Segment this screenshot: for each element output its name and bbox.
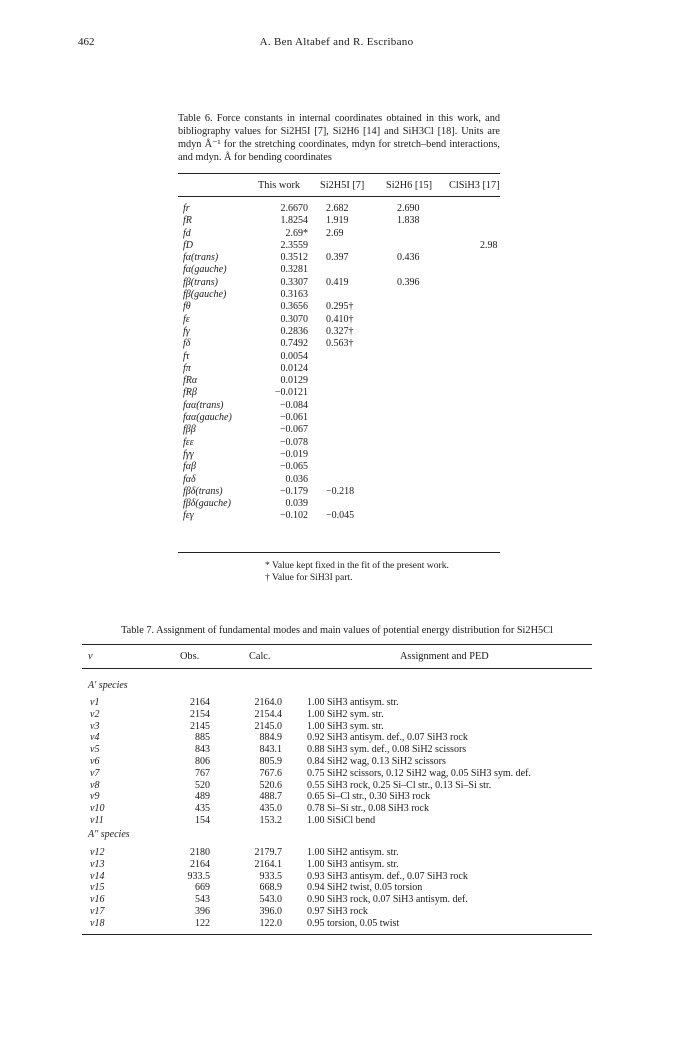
table7-cell-mode: ν17 — [90, 905, 105, 917]
table6-cell-si2h6 — [397, 486, 420, 498]
table6-cell-si2h6: 1.838 — [397, 215, 420, 227]
table6-cell-si2h6: 0.396 — [397, 276, 420, 288]
table6-cell-si2h6 — [397, 228, 420, 240]
table6-cell-this-work: 0.3070 — [280, 313, 308, 325]
table6-cell-clsih3 — [480, 289, 498, 301]
table7-cell-calc: 488.7 — [259, 791, 282, 803]
table6-cell-symbol: fβ(trans) — [183, 276, 218, 288]
table6-header: Si2H5I [7] — [320, 180, 365, 191]
table6-notes — [265, 560, 449, 584]
table6-cell-this-work: 2.6670 — [280, 203, 308, 214]
table7-cell-obs: 2180 — [190, 847, 210, 858]
table6-cell-si2h5i — [326, 400, 354, 412]
table6-cell-clsih3 — [480, 474, 498, 486]
table6-cell-this-work: −0.0121 — [274, 387, 308, 399]
table6-cell-clsih3 — [480, 498, 498, 510]
table6-cell-symbol: fδ — [183, 338, 191, 350]
table6-cell-clsih3 — [480, 486, 498, 498]
table7-bottom-rule — [82, 934, 592, 935]
table6-cell-symbol: fα(gauche) — [183, 264, 227, 276]
table7-cell-calc: 884.9 — [259, 732, 282, 744]
table6-cell-this-work: 0.036 — [285, 473, 308, 485]
table6-cell-this-work: 0.0054 — [280, 350, 308, 362]
table7-header: ν — [88, 651, 93, 662]
table6-cell-symbol: fε — [183, 313, 190, 325]
table6-header: This work — [258, 180, 301, 191]
table6-cell-symbol: fβδ(gauche) — [183, 498, 231, 510]
table6-cell-si2h5i — [326, 474, 354, 486]
table7-cell-mode: ν14 — [90, 870, 105, 882]
table6-cell-si2h6 — [397, 474, 420, 486]
table6-cell-clsih3 — [480, 412, 498, 424]
table7-cell-mode: ν16 — [90, 894, 105, 906]
table7-cell-obs: 122 — [195, 917, 210, 929]
table6-cell-si2h5i — [326, 449, 354, 461]
table6-cell-si2h6 — [397, 400, 420, 412]
table7-top-rule — [82, 644, 592, 645]
table6-cell-symbol: fγ — [183, 325, 190, 337]
table6-cell-this-work: 0.0124 — [280, 362, 308, 374]
table6-cell-si2h5i — [326, 240, 354, 252]
table7-cell-mode: ν5 — [90, 744, 100, 756]
table6-cell-symbol: fRβ — [183, 387, 197, 399]
table6-note: † Value for SiH3I part. — [265, 572, 353, 583]
table7-cell-calc: 2145.0 — [254, 720, 282, 732]
table6-cell-si2h5i: 2.682 — [326, 203, 349, 214]
table6-cell-clsih3 — [480, 264, 498, 276]
table7-cell-obs: 2164 — [190, 697, 210, 708]
table7-a1-obs-column — [170, 697, 210, 827]
table7-cell-obs: 669 — [195, 882, 210, 894]
table6-cell-si2h6 — [397, 387, 420, 399]
table6-cell-symbol: fτ — [183, 350, 190, 362]
table7-a2-calc-column — [240, 847, 282, 930]
table6-cell-symbol: fαδ — [183, 473, 196, 485]
table6-cell-si2h6 — [397, 424, 420, 436]
table6-cell-this-work: 0.3163 — [280, 289, 308, 301]
table7-cell-calc: 153.2 — [259, 814, 282, 826]
table6-cell-si2h5i — [326, 498, 354, 510]
table6-cell-symbol: fβ(gauche) — [183, 289, 227, 301]
table6-cell-this-work: −0.179 — [279, 485, 308, 497]
table7-cell-mode: ν7 — [90, 767, 100, 779]
table6-cell-symbol: fββ — [183, 424, 196, 436]
table7-cell-ped: 0.94 SiH2 twist, 0.05 torsion — [307, 882, 423, 894]
table6-cell-clsih3 — [480, 277, 498, 289]
table7-cell-obs: 520 — [195, 779, 210, 791]
table6-cell-symbol: fd — [183, 227, 191, 239]
table6-cell-si2h6 — [397, 510, 420, 522]
table6-cell-clsih3 — [480, 375, 498, 387]
table6-cell-si2h5i: 0.410† — [326, 313, 354, 325]
table6-cell-symbol: fθ — [183, 301, 191, 313]
table6-cell-si2h6 — [397, 301, 420, 313]
table6-top-rule — [178, 173, 500, 174]
table6-cell-clsih3 — [480, 510, 498, 522]
table7-cell-obs: 933.5 — [187, 870, 210, 882]
table6-cell-symbol: fRα — [183, 375, 198, 387]
table7-header-rule — [82, 668, 592, 669]
table6-cell-clsih3 — [480, 387, 498, 399]
table6-cell-si2h6 — [397, 289, 420, 301]
table6-cell-clsih3 — [480, 437, 498, 449]
table7-header: Obs. — [180, 651, 200, 662]
table7-cell-obs: 885 — [195, 732, 210, 744]
table7-cell-ped: 0.84 SiH2 wag, 0.13 SiH2 scissors — [307, 755, 446, 767]
table7-cell-calc: 2179.7 — [254, 847, 282, 858]
table7-cell-obs: 435 — [195, 803, 210, 815]
table6-cell-this-work: 2.3559 — [280, 239, 308, 251]
table7-cell-ped: 0.93 SiH3 antisym. def., 0.07 SiH3 rock — [307, 870, 468, 882]
table6-cell-si2h5i: 0.397 — [326, 252, 349, 264]
table7-a1-mode-column — [90, 697, 104, 827]
table7-cell-mode: ν11 — [90, 814, 104, 826]
table7-cell-ped: 1.00 SiH2 sym. str. — [307, 708, 384, 720]
running-head: A. Ben Altabef and R. Escribano — [259, 36, 414, 48]
table6-cell-this-work: 0.2836 — [280, 325, 308, 337]
table7-cell-obs: 543 — [195, 894, 210, 906]
table7-cell-calc: 843.1 — [259, 744, 282, 756]
table7-cell-ped: 0.75 SiH2 scissors, 0.12 SiH2 wag, 0.05 SiH3 sym. def. — [307, 767, 531, 779]
table6-cell-si2h6 — [397, 314, 420, 326]
table7-cell-mode: ν3 — [90, 720, 100, 732]
table7-cell-mode: ν10 — [90, 803, 105, 815]
table6-cell-symbol: fr — [183, 203, 190, 214]
table7-cell-ped: 0.92 SiH3 antisym. def., 0.07 SiH3 rock — [307, 732, 468, 744]
table7-cell-ped: 1.00 SiH3 sym. str. — [307, 720, 384, 732]
table6-cell-si2h5i — [326, 387, 354, 399]
table6-cell-si2h5i — [326, 289, 354, 301]
table7-caption: Table 7. Assignment of fundamental modes and main values of potential energy distribution for Si2H5Cl — [121, 625, 553, 636]
table6-cell-si2h5i: −0.045 — [326, 510, 355, 522]
table6-cell-clsih3 — [480, 461, 498, 473]
table7-cell-obs: 2154 — [190, 708, 210, 720]
table6-cell-symbol: fεγ — [183, 510, 194, 522]
table6-cell-si2h5i: 0.327† — [326, 325, 354, 337]
table6-bottom-rule — [178, 552, 500, 553]
table6-cell-si2h6 — [397, 498, 420, 510]
table7-a1-calc-column — [240, 697, 282, 827]
table6-si2h6-column — [397, 203, 420, 523]
table6-cell-clsih3 — [480, 338, 498, 350]
table6-cell-clsih3 — [480, 314, 498, 326]
table6-header-rule — [178, 196, 500, 197]
table7-cell-mode: ν18 — [90, 917, 105, 929]
table7-cell-ped: 1.00 SiH3 antisym. str. — [307, 697, 399, 708]
table6-cell-this-work: 0.3512 — [280, 252, 308, 264]
table7-cell-calc: 122.0 — [259, 917, 282, 929]
table6-cell-si2h6: 0.436 — [397, 252, 420, 264]
table6-cell-this-work: 1.8254 — [280, 215, 308, 227]
table7-cell-calc: 767.6 — [259, 767, 282, 779]
table6-header: Si2H6 [15] — [386, 180, 433, 191]
table7-a2-obs-column — [170, 847, 210, 930]
table6-symbol-column — [183, 203, 232, 523]
table7-header: Calc. — [249, 651, 271, 662]
table7-cell-obs: 154 — [195, 814, 210, 826]
table6-cell-this-work: −0.065 — [279, 461, 308, 473]
table6-cell-clsih3 — [480, 351, 498, 363]
table7-cell-ped: 1.00 SiH2 antisym. str. — [307, 847, 399, 858]
table7-cell-ped: 0.65 Si–Cl str., 0.30 SiH3 rock — [307, 791, 431, 803]
table6-cell-this-work: −0.084 — [279, 399, 308, 411]
table6-cell-si2h5i — [326, 461, 354, 473]
page-number: 462 — [78, 36, 95, 48]
table7-cell-mode: ν12 — [90, 847, 105, 858]
table6-cell-clsih3 — [480, 301, 498, 313]
table6-cell-this-work: 2.69* — [285, 227, 308, 239]
table7-cell-calc: 805.9 — [259, 755, 282, 767]
table7-cell-ped: 0.88 SiH3 sym. def., 0.08 SiH2 scissors — [307, 744, 467, 756]
table6-cell-si2h5i: 2.69 — [326, 227, 344, 239]
table6-cell-si2h5i: −0.218 — [326, 485, 355, 497]
table6-header: ClSiH3 [17] — [449, 180, 500, 191]
table6-cell-clsih3 — [480, 363, 498, 375]
table6-cell-si2h5i: 0.563† — [326, 338, 354, 350]
table6-cell-symbol: fπ — [183, 362, 191, 374]
table6-cell-si2h6 — [397, 437, 420, 449]
table6-clsih3-column — [480, 203, 498, 523]
table6-cell-si2h6 — [397, 449, 420, 461]
table7-cell-obs: 2145 — [190, 720, 210, 732]
table7-cell-mode: ν8 — [90, 779, 100, 791]
table7-a1-ped-column — [307, 697, 531, 827]
table6-cell-this-work: 0.3307 — [280, 276, 308, 288]
table6-cell-clsih3 — [480, 326, 498, 338]
table6-cell-si2h5i: 1.919 — [326, 215, 349, 227]
table6-cell-symbol: fR — [183, 215, 192, 227]
table6-cell-symbol: fβδ(trans) — [183, 485, 223, 497]
table6-cell-this-work: 0.0129 — [280, 375, 308, 387]
table6-cell-clsih3: 2.98 — [480, 239, 498, 251]
table6-cell-this-work: 0.7492 — [280, 338, 308, 350]
table6-si2h5i-column — [326, 203, 354, 523]
table6-cell-si2h5i: 0.295† — [326, 301, 354, 313]
table6-cell-si2h5i — [326, 351, 354, 363]
table6-this-work-column — [262, 203, 308, 523]
table6-cell-symbol: fγγ — [183, 448, 194, 460]
table7-cell-obs: 843 — [195, 744, 210, 756]
table6-cell-this-work: −0.061 — [279, 412, 308, 424]
table6-caption: Table 6. Force constants in internal coordinates obtained in this work, and bibliography values for Si2H5I [7], Si2H6 [14] and SiH3Cl [18]. Units are mdyn Å⁻¹ for the stretching coordinates, mdyn for stretch–bend interactions, and mdyn. Å for bending coordinates — [178, 113, 500, 163]
table7-cell-obs: 806 — [195, 755, 210, 767]
table6-cell-si2h5i — [326, 412, 354, 424]
table6-cell-si2h5i — [326, 363, 354, 375]
table7-species-a1: A′ species — [88, 680, 128, 691]
table6-cell-si2h5i — [326, 375, 354, 387]
table6-cell-si2h6 — [397, 338, 420, 350]
table7-cell-calc: 435.0 — [259, 803, 282, 815]
table6-cell-si2h6 — [397, 326, 420, 338]
table6-cell-symbol: fεε — [183, 436, 194, 448]
table7-cell-calc: 396.0 — [259, 905, 282, 917]
table6-cell-symbol: fD — [183, 239, 193, 251]
table6-cell-si2h6 — [397, 363, 420, 375]
table7-cell-ped: 0.97 SiH3 rock — [307, 905, 368, 917]
table7-species-a2: A″ species — [88, 829, 130, 840]
table7-cell-obs: 489 — [195, 791, 210, 803]
table6-cell-this-work: −0.067 — [279, 424, 308, 436]
table6-cell-si2h6 — [397, 412, 420, 424]
table7-cell-ped: 1.00 SiH3 antisym. str. — [307, 858, 399, 870]
table6-cell-si2h6: 2.690 — [397, 203, 420, 214]
table7-cell-ped: 1.00 SiSiCl bend — [307, 814, 376, 826]
table6-cell-clsih3 — [480, 228, 498, 240]
table6-cell-clsih3 — [480, 215, 498, 227]
table7-cell-mode: ν6 — [90, 755, 100, 767]
table7-a2-ped-column — [307, 847, 468, 930]
table6-cell-this-work: −0.102 — [279, 510, 308, 522]
table6-cell-si2h6 — [397, 375, 420, 387]
table7-cell-mode: ν13 — [90, 858, 105, 870]
table7-a2-mode-column — [90, 847, 104, 930]
table7-cell-mode: ν2 — [90, 708, 100, 720]
table7-cell-calc: 543.0 — [259, 894, 282, 906]
table7-cell-ped: 0.90 SiH3 rock, 0.07 SiH3 antisym. def. — [307, 894, 468, 906]
table6-cell-clsih3 — [480, 424, 498, 436]
table6-cell-this-work: −0.078 — [279, 436, 308, 448]
table6-cell-si2h5i: 0.419 — [326, 276, 349, 288]
table6-cell-symbol: fαα(gauche) — [183, 412, 232, 424]
table6-cell-clsih3 — [480, 203, 498, 215]
table6-cell-clsih3 — [480, 449, 498, 461]
table6-cell-this-work: −0.019 — [279, 448, 308, 460]
table7-cell-ped: 0.95 torsion, 0.05 twist — [307, 917, 400, 929]
table6-cell-si2h5i — [326, 424, 354, 436]
table7-cell-calc: 933.5 — [259, 870, 282, 882]
table6-cell-symbol: fαα(trans) — [183, 399, 224, 411]
table7-cell-ped: 0.78 Si–Si str., 0.08 SiH3 rock — [307, 803, 429, 815]
table6-cell-si2h6 — [397, 351, 420, 363]
table7-cell-obs: 2164 — [190, 858, 210, 870]
table6-cell-symbol: fαβ — [183, 461, 197, 473]
table6-cell-clsih3 — [480, 400, 498, 412]
table7-cell-ped: 0.55 SiH3 rock, 0.25 Si–Cl str., 0.13 Si–Si str. — [307, 779, 492, 791]
table6-cell-this-work: 0.3281 — [280, 264, 308, 276]
table7-cell-mode: ν15 — [90, 882, 105, 894]
table7-cell-calc: 2164.0 — [254, 697, 282, 708]
table6-cell-symbol: fα(trans) — [183, 252, 219, 264]
table7-cell-mode: ν1 — [90, 697, 100, 708]
table7-cell-obs: 767 — [195, 767, 210, 779]
table7-cell-calc: 2164.1 — [254, 858, 282, 870]
table6-cell-this-work: 0.3656 — [280, 301, 308, 313]
table7-cell-obs: 396 — [195, 905, 210, 917]
table6-cell-si2h5i — [326, 264, 354, 276]
table7-header: Assignment and PED — [400, 651, 489, 662]
table7-cell-calc: 668.9 — [259, 882, 282, 894]
table6-cell-clsih3 — [480, 252, 498, 264]
table6-cell-this-work: 0.039 — [285, 498, 308, 510]
table7-cell-calc: 520.6 — [259, 779, 282, 791]
table6-cell-si2h6 — [397, 240, 420, 252]
table6-cell-si2h6 — [397, 461, 420, 473]
table7-cell-mode: ν4 — [90, 732, 100, 744]
table6-note: * Value kept fixed in the fit of the present work. — [265, 560, 449, 571]
table7-cell-calc: 2154.4 — [254, 708, 282, 720]
table6-cell-si2h6 — [397, 264, 420, 276]
table7-cell-mode: ν9 — [90, 791, 100, 803]
table6-cell-si2h5i — [326, 437, 354, 449]
